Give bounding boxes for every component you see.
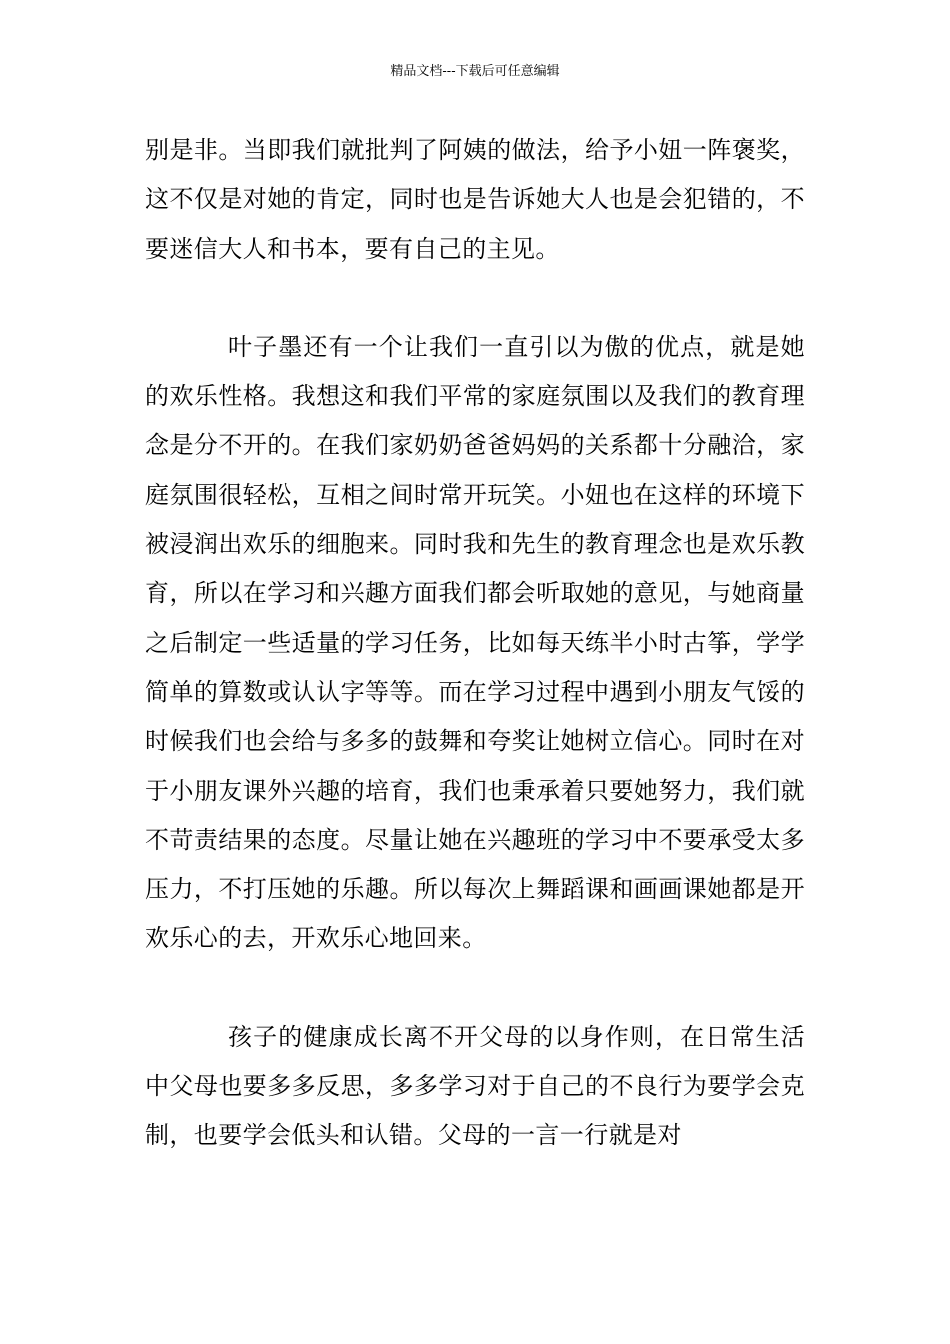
paragraph-3: 孩子的健康成长离不开父母的以身作则，在日常生活中父母也要多多反思，多多学习对于自己的不良行为要学会克制，也要学会低头和认错。父母的一言一行就是对 — [145, 1022, 805, 1150]
paragraph-spacer — [145, 964, 805, 1013]
paragraph-spacer — [145, 274, 805, 323]
document-body — [145, 126, 805, 1161]
page-header: 精品文档---下载后可任意编辑 — [390, 64, 560, 79]
paragraph-2: 叶子墨还有一个让我们一直引以为傲的优点，就是她的欢乐性格。我想这和我们平常的家庭氛围以及我们的教育理念是分不开的。在我们家奶奶爸爸妈妈的关系都十分融洽，家庭氛围很轻松，互相之间时常开玩笑。小妞也在这样的环境下被浸润出欢乐的细胞来。同时我和先生的教育理念也是欢乐教育，所以在学习和兴趣方面我们都会听取她的意见，与她商量之后制定一些适量的学习任务，比如每天练半小时古筝，学学简单的算数或认认字等等。而在学习过程中遇到小朋友气馁的时候我们也会给与多多的鼓舞和夸奖让她树立信心。同时在对于小朋友课外兴趣的培育，我们也秉承着只要她努力，我们就不苛责结果的态度。尽量让她在兴趣班的学习中不要承受太多压力，不打压她的乐趣。所以每次上舞蹈课和画画课她都是开欢乐心的去，开欢乐心地回来。 — [145, 332, 805, 953]
paragraph-1: 别是非。当即我们就批判了阿姨的做法，给予小妞一阵褒奖，这不仅是对她的肯定，同时也是告诉她大人也是会犯错的，不要迷信大人和书本，要有自己的主见。 — [145, 136, 805, 263]
